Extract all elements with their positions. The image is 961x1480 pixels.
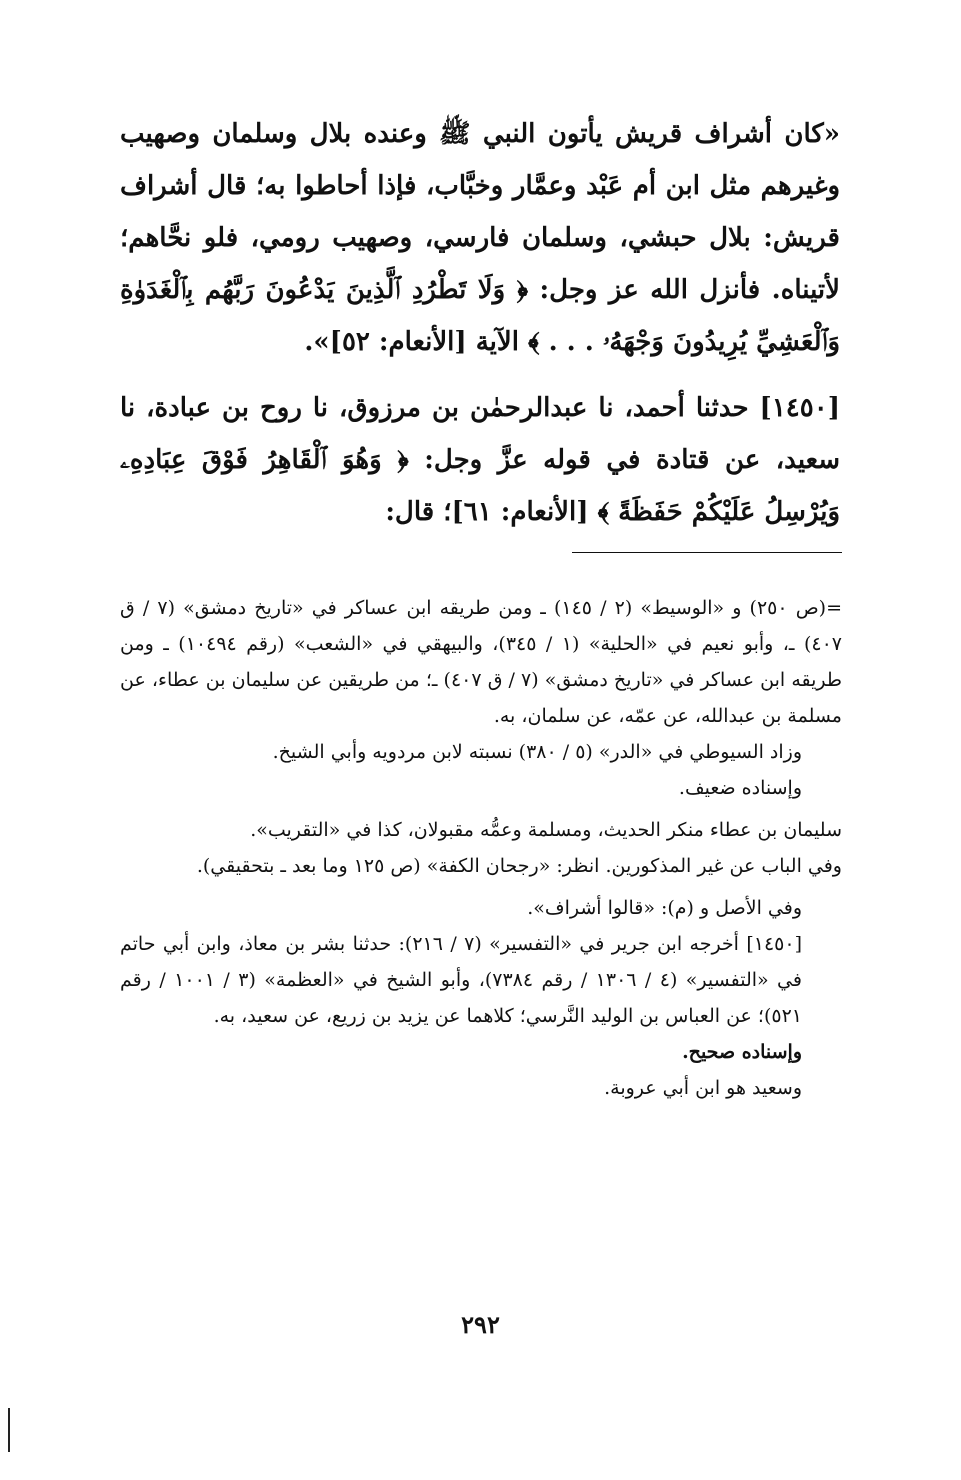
main-paragraph-2: [١٤٥٠] حدثنا أحمد، نا عبدالرحمٰن بن مرزوق، نا روح بن عبادة، نا سعيد، عن قتادة في قوله عزَّ وجل: ﴿ وَهُوَ ٱلْقَاهِرُ فَوْقَ عِبَادِهِۦ وَيُرْسِلُ عَلَيْكُمْ حَفَظَةً ﴾ [الأنعام: ٦١]؛ قال:	[120, 393, 840, 527]
footnote-line: وإسناده ضعيف.	[678, 777, 802, 799]
footnote-line: وفي الأصل و (م): «قالوا أشراف».	[527, 897, 802, 919]
page-edge-mark	[8, 1408, 10, 1452]
main-paragraph-1: «كان أشراف قريش يأتون النبي ﷺ وعنده بلال وسلمان وصهيب وغيرهم مثل ابن أم عَبْد وعمَّار وخبَّاب، فإذا أحاطوا به؛ قال أشراف قريش: بلال حبشي، وسلمان فارسي، وصهيب رومي، فلو نحَّاهم؛ لأتيناه. فأنزل الله عز وجل: ﴿ وَلَا تَطْرُدِ ٱلَّذِينَ يَدْعُونَ رَبَّهُم بِٱلْغَدَوٰةِ وَٱلْعَشِيِّ يُرِيدُونَ وَجْهَهُۥ . . . ﴾ الآية [الأنعام: ٥٢]».	[120, 119, 840, 357]
page-number: ٢٩٢	[461, 1310, 500, 1339]
footnotes	[120, 590, 842, 1106]
footnote-line: وسعيد هو ابن أبي عروبة.	[604, 1077, 802, 1099]
footnote-1450: [١٤٥٠] أخرجه ابن جرير في «التفسير» (٧ / ٢١٦): حدثنا بشر بن معاذ، وابن أبي حاتم في «التفسير» (٤ / ١٣٠٦ / رقم ٧٣٨٤)، وأبو الشيخ في «العظمة» (٣ / ١٠٠١ / رقم ٥٢١)؛ عن العباس بن الوليد النَّرسي؛ كلاهما عن يزيد بن زريع، عن سعيد، به.	[120, 933, 802, 1027]
footnote-line: وإسناده صحيح.	[682, 1041, 802, 1063]
footnote-line: وزاد السيوطي في «الدر» (٥ / ٣٨٠) نسبته لابن مردويه وأبي الشيخ.	[272, 741, 802, 763]
main-text	[120, 108, 840, 538]
footnote-continued: =(ص ٢٥٠) و «الوسيط» (٢ / ١٤٥) ـ ومن طريقه ابن عساكر في «تاريخ دمشق» (٧ / ق ٤٠٧) ـ، وأبو نعيم في «الحلية» (١ / ٣٤٥)، والبيهقي في «الشعب» (رقم ١٠٤٩٤) ـ ومن طريقه ابن عساكر في «تاريخ دمشق» (٧ / ق ٤٠٧) ـ؛ من طريقين عن سليمان بن عطاء، عن مسلمة بن عبدالله، عن عمّه، عن سلمان، به.	[120, 597, 843, 727]
footnote-line: وفي الباب عن غير المذكورين. انظر: «رجحان الكفة» (ص ١٢٥ وما بعد ـ بتحقيقي).	[196, 855, 842, 877]
footnote-divider	[572, 552, 842, 553]
footnote-line: سليمان بن عطاء منكر الحديث، ومسلمة وعمُّه مقبولان، كذا في «التقريب».	[250, 819, 842, 841]
